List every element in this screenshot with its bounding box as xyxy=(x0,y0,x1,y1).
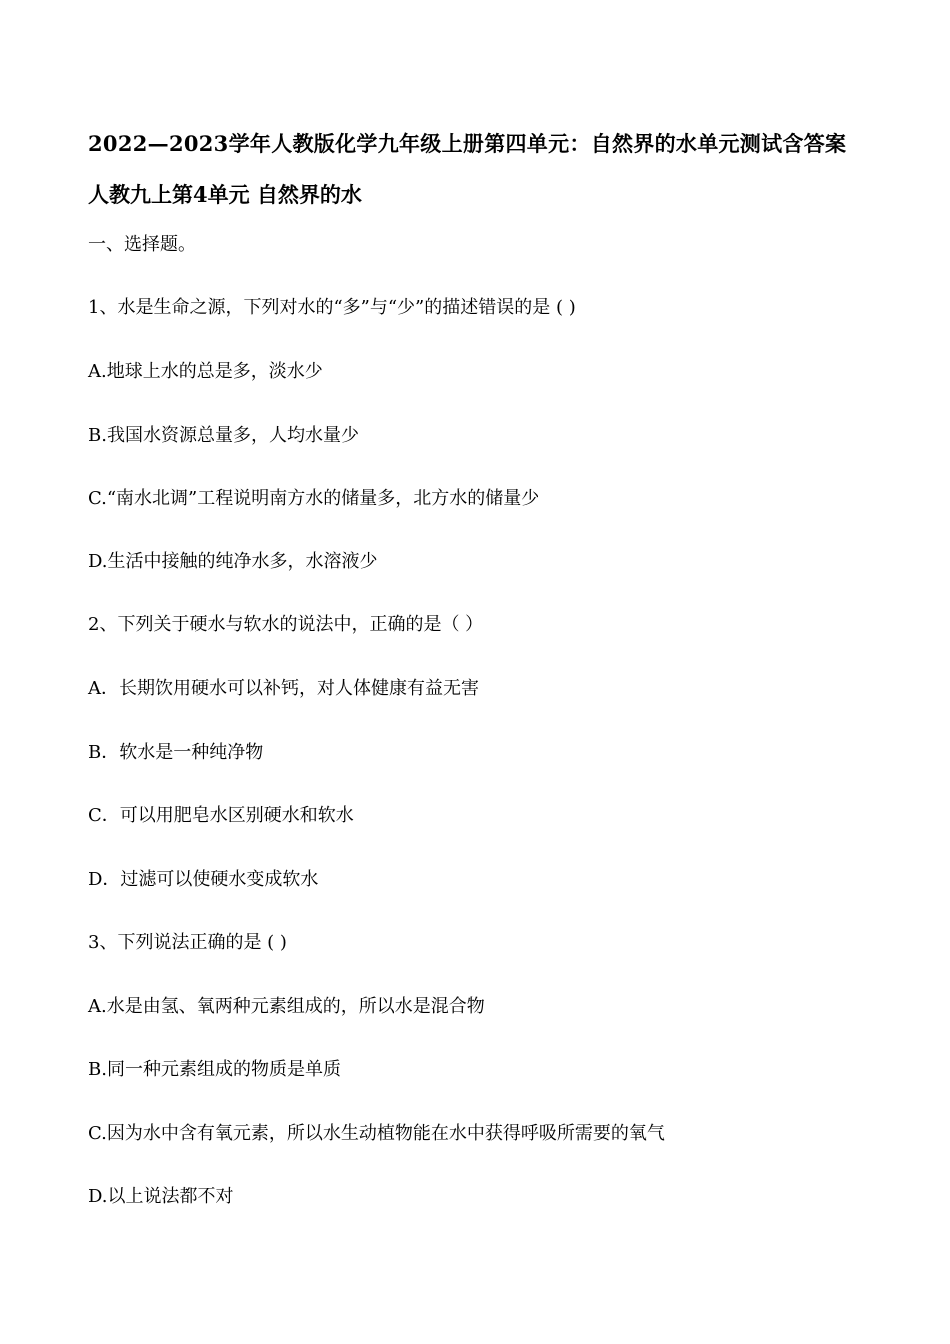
question-2-option-c: C．可以用肥皂水区别硬水和软水 xyxy=(88,805,354,826)
question-1-option-d: D.生活中接触的纯净水多，水溶液少 xyxy=(88,551,378,572)
question-1-option-c: C.“南水北调”工程说明南方水的储量多，北方水的储量少 xyxy=(88,488,540,509)
question-3-option-c: C.因为水中含有氧元素，所以水生动植物能在水中获得呼吸所需要的氧气 xyxy=(88,1123,665,1144)
document-title: 2022—2023学年人教版化学九年级上册第四单元：自然界的水单元测试含答案 xyxy=(88,131,847,156)
question-3-stem: 3、下列说法正确的是 ( ) xyxy=(88,932,287,953)
document-subtitle: 人教九上第4单元 自然界的水 xyxy=(88,182,362,207)
question-2-option-d: D．过滤可以使硬水变成软水 xyxy=(88,869,319,890)
question-3-option-a: A.水是由氢、氧两种元素组成的，所以水是混合物 xyxy=(88,996,485,1017)
question-1-stem: 1、水是生命之源，下列对水的“多”与“少”的描述错误的是 ( ) xyxy=(88,297,576,318)
question-2-stem: 2、下列关于硬水与软水的说法中，正确的是（ ） xyxy=(88,614,484,635)
question-3-option-b: B.同一种元素组成的物质是单质 xyxy=(88,1059,341,1080)
question-1-option-a: A.地球上水的总是多，淡水少 xyxy=(88,361,323,382)
question-3-option-d: D.以上说法都不对 xyxy=(88,1186,234,1207)
question-2-option-b: B．软水是一种纯净物 xyxy=(88,742,264,763)
question-1-option-b: B.我国水资源总量多，人均水量少 xyxy=(88,425,359,446)
question-2-option-a: A．长期饮用硬水可以补钙，对人体健康有益无害 xyxy=(88,678,479,699)
section-heading: 一、选择题。 xyxy=(88,234,196,255)
